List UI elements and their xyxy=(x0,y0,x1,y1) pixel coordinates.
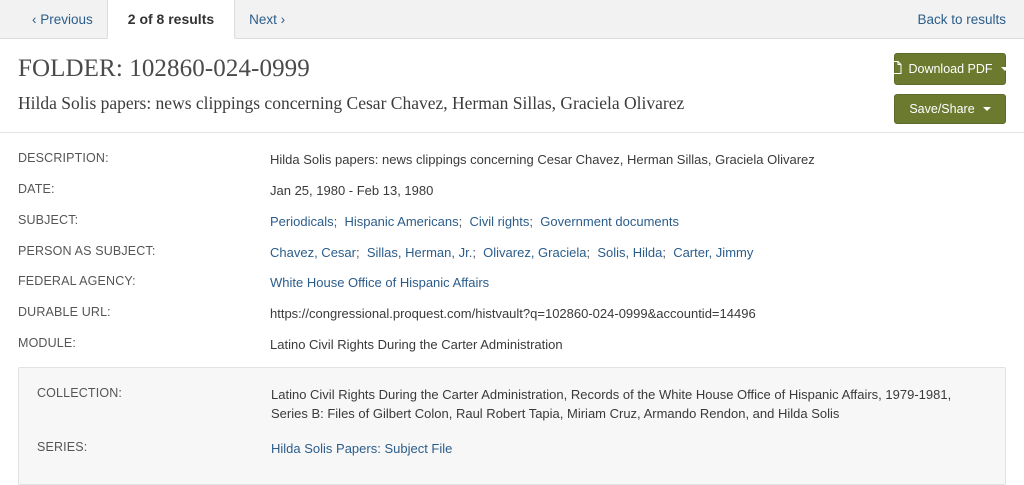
download-pdf-button[interactable] xyxy=(894,53,1006,85)
document-actions xyxy=(894,53,1006,124)
metadata-value: https://congressional.proquest.com/histvault?q=102860-024-0999&accountid=14496 xyxy=(270,306,756,322)
save-share-button[interactable] xyxy=(894,94,1006,124)
person-link[interactable]: Olivarez, Graciela xyxy=(483,244,587,260)
person-link[interactable]: Solis, Hilda xyxy=(597,244,663,260)
back-to-results-link[interactable]: Back to results xyxy=(917,11,1006,27)
document-header xyxy=(0,39,1024,133)
metadata-label: MODULE: xyxy=(18,336,77,351)
collection-panel xyxy=(18,367,1006,485)
federal-agency-link[interactable]: White House Office of Hispanic Affairs xyxy=(270,275,490,291)
subject-link[interactable]: Civil rights xyxy=(469,213,530,229)
save-share-label: Save/Share xyxy=(909,101,975,116)
subject-link[interactable]: Hispanic Americans xyxy=(344,213,459,229)
metadata-row-module xyxy=(18,336,1006,355)
person-link[interactable]: Chavez, Cesar xyxy=(270,244,356,260)
metadata-value: Latino Civil Rights During the Carter Administration, Records of the White House Office of Hispanic Affairs, 1979-1981, Series B: Files of Gilbert Colon, Raul Robert Tapia, Miriam Cruz, Armando Rendon, and Hilda Solis xyxy=(271,386,952,421)
subject-link[interactable]: Government documents xyxy=(540,213,679,229)
metadata-value: Latino Civil Rights During the Carter Administration xyxy=(270,337,563,353)
metadata-label: DURABLE URL: xyxy=(18,305,111,320)
metadata-row-federal-agency xyxy=(18,274,1006,293)
metadata-value: Jan 25, 1980 - Feb 13, 1980 xyxy=(270,182,434,198)
page-title: FOLDER: 102860-024-0999 xyxy=(18,55,310,82)
metadata-row-person-as-subject xyxy=(18,244,1006,263)
metadata-row-description xyxy=(18,151,1006,170)
metadata-row-subject xyxy=(18,213,1006,232)
metadata-list xyxy=(0,133,1024,355)
caret-down-icon xyxy=(1001,67,1009,71)
metadata-row-series xyxy=(19,440,1005,459)
metadata-label: PERSON AS SUBJECT: xyxy=(18,243,156,258)
caret-down-icon xyxy=(983,107,991,111)
pdf-icon xyxy=(891,61,902,77)
result-navigation-bar xyxy=(0,0,1024,39)
person-link[interactable]: Carter, Jimmy xyxy=(673,244,754,260)
metadata-value: Hilda Solis papers: news clippings concerning Cesar Chavez, Herman Sillas, Graciela Olivarez xyxy=(270,152,815,167)
metadata-label: COLLECTION: xyxy=(37,385,122,400)
document-subtitle: Hilda Solis papers: news clippings concerning Cesar Chavez, Herman Sillas, Graciela Olivarez xyxy=(18,93,685,113)
metadata-label: DATE: xyxy=(18,181,55,196)
metadata-value-links: Periodicals; Hispanic Americans; Civil rights; Government documents xyxy=(270,213,679,229)
metadata-value-links: Chavez, Cesar; Sillas, Herman, Jr.; Olivarez, Graciela; Solis, Hilda; Carter, Jimmy xyxy=(270,244,754,260)
metadata-value-links xyxy=(270,274,1006,293)
metadata-row-collection xyxy=(19,386,1005,424)
metadata-row-durable-url xyxy=(18,305,1006,324)
metadata-label: SERIES: xyxy=(37,439,88,454)
metadata-label: SUBJECT: xyxy=(18,212,79,227)
result-nav-group xyxy=(0,0,299,38)
series-link[interactable]: Hilda Solis Papers: Subject File xyxy=(271,440,453,456)
person-link[interactable]: Sillas, Herman, Jr. xyxy=(366,244,473,260)
previous-result-link[interactable]: ‹ Previous xyxy=(32,11,93,27)
metadata-label: FEDERAL AGENCY: xyxy=(18,274,136,289)
download-pdf-label: Download PDF xyxy=(908,61,993,76)
metadata-row-date xyxy=(18,182,1006,201)
metadata-label: DESCRIPTION: xyxy=(18,151,109,165)
subject-link[interactable]: Periodicals xyxy=(270,213,334,229)
result-count-label: 2 of 8 results xyxy=(107,0,235,39)
next-result-link[interactable]: Next › xyxy=(249,11,286,27)
metadata-value-links xyxy=(271,440,987,459)
